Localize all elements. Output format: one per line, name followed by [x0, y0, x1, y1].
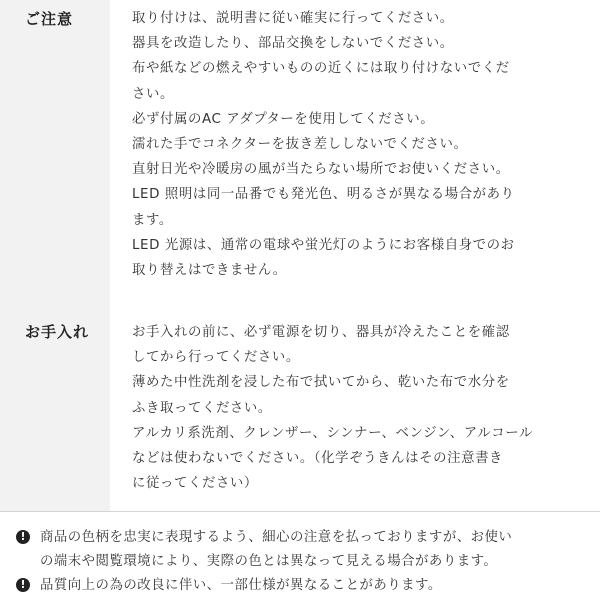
caution-line: LED 照明は同一品番でも発光色、明るさが異なる場合があり [132, 187, 515, 203]
note-line: の端末や閲覧環境により、実際の色とは異なって見える場合があります。 [40, 554, 498, 569]
care-line: 薄めた中性洗剤を浸した布で拭いてから、乾いた布で水分を [132, 375, 510, 391]
care-heading: お手入れ [25, 323, 90, 341]
caution-line: LED 光源は、通常の電球や蛍光灯のようにお客様自身でのお [132, 237, 515, 253]
caution-line: 必ず付属のAC アダプターを使用してください。 [132, 111, 435, 127]
caution-line: 直射日光や冷暖房の風が当たらない場所でお使いください。 [132, 162, 510, 178]
caution-line: さい。 [132, 86, 174, 102]
care-row [0, 306, 600, 512]
care-line: お手入れの前に、必ず電源を切り、器具が冷えたことを確認 [132, 325, 510, 340]
care-content-cell [110, 306, 600, 512]
exclamation-icon: ! [16, 530, 30, 544]
care-heading-cell [0, 306, 110, 512]
caution-line: 器具を改造したり、部品交換をしないでください。 [132, 36, 454, 52]
care-line: などは使わないでください。（化学ぞうきんはその注意書き [132, 451, 504, 467]
caution-line: 取り替えはできません。 [132, 263, 287, 279]
caution-line: ます。 [132, 212, 173, 228]
care-line: アルカリ系洗剤、クレンザー、シンナー、ベンジン、アルコール [132, 425, 533, 441]
caution-line: 取り付けは、説明書に従い確実に行ってください。 [132, 11, 454, 26]
exclamation-icon: ! [16, 578, 30, 592]
caution-text [132, 6, 588, 283]
care-line: ふき取ってください。 [132, 400, 272, 416]
caution-content-cell [110, 0, 600, 306]
care-text [132, 320, 588, 496]
note-text [40, 574, 590, 598]
caution-line: 布や紙などの燃えやすいものの近くには取り付けないでくだ [132, 61, 510, 77]
note-line: 商品の色柄を忠実に表現するよう、細心の注意を払っておりますが、お使い [40, 530, 513, 545]
note-line: 品質向上の為の改良に伴い、一部仕様が異なることがあります。 [40, 578, 442, 593]
caution-line: 濡れた手でコネクターを抜き差ししないでください。 [132, 137, 468, 153]
caution-heading-cell [0, 0, 110, 306]
care-line: してから行ってください。 [132, 350, 300, 366]
care-line: に従ってください） [132, 476, 258, 492]
notes-section [0, 512, 600, 600]
note-text [40, 526, 590, 574]
caution-heading: ご注意 [25, 10, 74, 28]
